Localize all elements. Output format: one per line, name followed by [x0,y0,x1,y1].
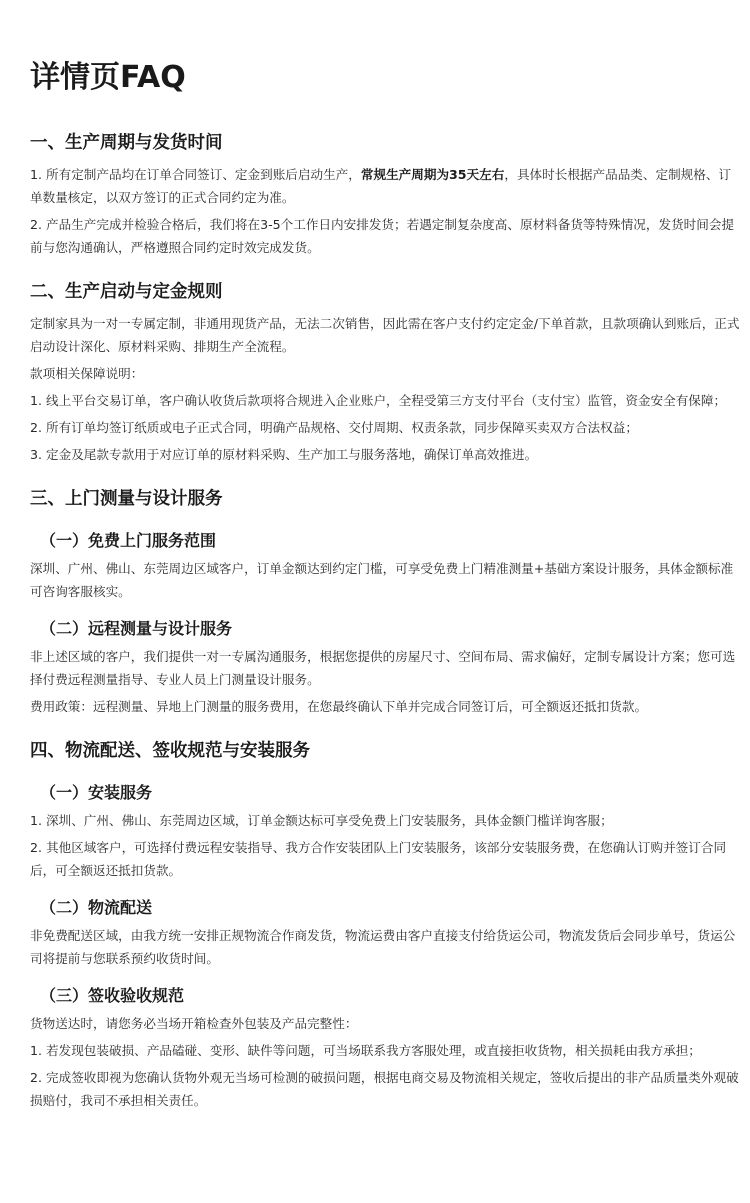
paragraph: 2. 产品生产完成并检验合格后，我们将在3-5个工作日内安排发货；若遇定制复杂度高、原材料备货等特殊情况，发货时间会提前与您沟通确认，严格遵照合同约定时效完成发货。 [30,217,735,255]
paragraph: 非上述区域的客户，我们提供一对一专属沟通服务，根据您提供的房屋尺寸、空间布局、需求偏好，定制专属设计方案；您可选择付费远程测量指导、专业人员上门测量设计服务。 [30,649,736,687]
paragraph: 1. 若发现包装破损、产品磕碰、变形、缺件等问题，可当场联系我方客服处理，或直接拒收货物，相关损耗由我方承担； [30,1043,701,1058]
section-logistics-install [30,738,750,1112]
section-heading: 一、生产周期与发货时间 [30,133,223,153]
paragraph: 非免费配送区域，由我方统一安排正规物流合作商发货，物流运费由客户直接支付给货运公司，物流发货后会同步单号，货运公司将提前与您联系预约收货时间。 [30,928,736,966]
subsection-heading: （二）物流配送 [40,898,153,917]
section-production-cycle [30,130,750,259]
paragraph: 3. 定金及尾款专款用于对应订单的原材料采购、生产加工与服务落地，确保订单高效推进。 [30,447,538,462]
paragraph: 2. 所有订单均签订纸质或电子正式合同，明确产品规格、交付周期、权责条款，同步保障买卖双方合法权益； [30,420,638,435]
subsection-heading: （三）签收验收规范 [40,986,185,1005]
paragraph: 货物送达时，请您务必当场开箱检查外包装及产品完整性： [30,1016,358,1031]
section-heading: 二、生产启动与定金规则 [30,282,223,302]
paragraph: 2. 完成签收即视为您确认货物外观无当场可检测的破损问题，根据电商交易及物流相关规定，签收后提出的非产品质量类外观破损赔付，我司不承担相关责任。 [30,1070,739,1108]
paragraph: 定制家具为一对一专属定制，非通用现货产品，无法二次销售，因此需在客户支付约定定金/下单首款，且款项确认到账后，正式启动设计深化、原材料采购、排期生产全流程。 [30,316,740,354]
section-deposit-rules [30,279,750,466]
subsection-heading: （一）免费上门服务范围 [40,531,217,550]
paragraph: 款项相关保障说明： [30,366,144,381]
highlight-text: 常规生产周期为35天左右 [360,167,505,182]
subsection-heading: （一）安装服务 [40,783,153,802]
section-heading: 四、物流配送、签收规范与安装服务 [30,741,310,761]
paragraph [30,163,742,209]
section-heading: 三、上门测量与设计服务 [30,489,223,509]
text: ，具体时长根据产品品类、定制规格、订单数量核定，以双方签订的正式合同约定为准。 [30,167,732,205]
paragraph: 1. 线上平台交易订单，客户确认收货后款项将合规进入企业账户，全程受第三方支付平台（支付宝）监管，资金安全有保障； [30,393,727,408]
paragraph: 深圳、广州、佛山、东莞周边区域客户，订单金额达到约定门槛，可享受免费上门精准测量+基础方案设计服务，具体金额标准可咨询客服核实。 [30,561,734,599]
subsection-heading: （二）远程测量与设计服务 [40,619,233,638]
page-title: 详情页FAQ [30,60,186,95]
paragraph: 1. 深圳、广州、佛山、东莞周边区域，订单金额达标可享受免费上门安装服务，具体金额门槛详询客服； [30,813,613,828]
section-measure-design [30,486,750,718]
paragraph: 费用政策：远程测量、异地上门测量的服务费用，在您最终确认下单并完成合同签订后，可全额返还抵扣货款。 [30,699,648,714]
paragraph: 2. 其他区域客户，可选择付费远程安装指导、我方合作安装团队上门安装服务，该部分安装服务费，在您确认订购并签订合同后，可全额返还抵扣货款。 [30,840,727,878]
text: 1. 所有定制产品均在订单合同签订、定金到账后启动生产， [30,167,361,182]
